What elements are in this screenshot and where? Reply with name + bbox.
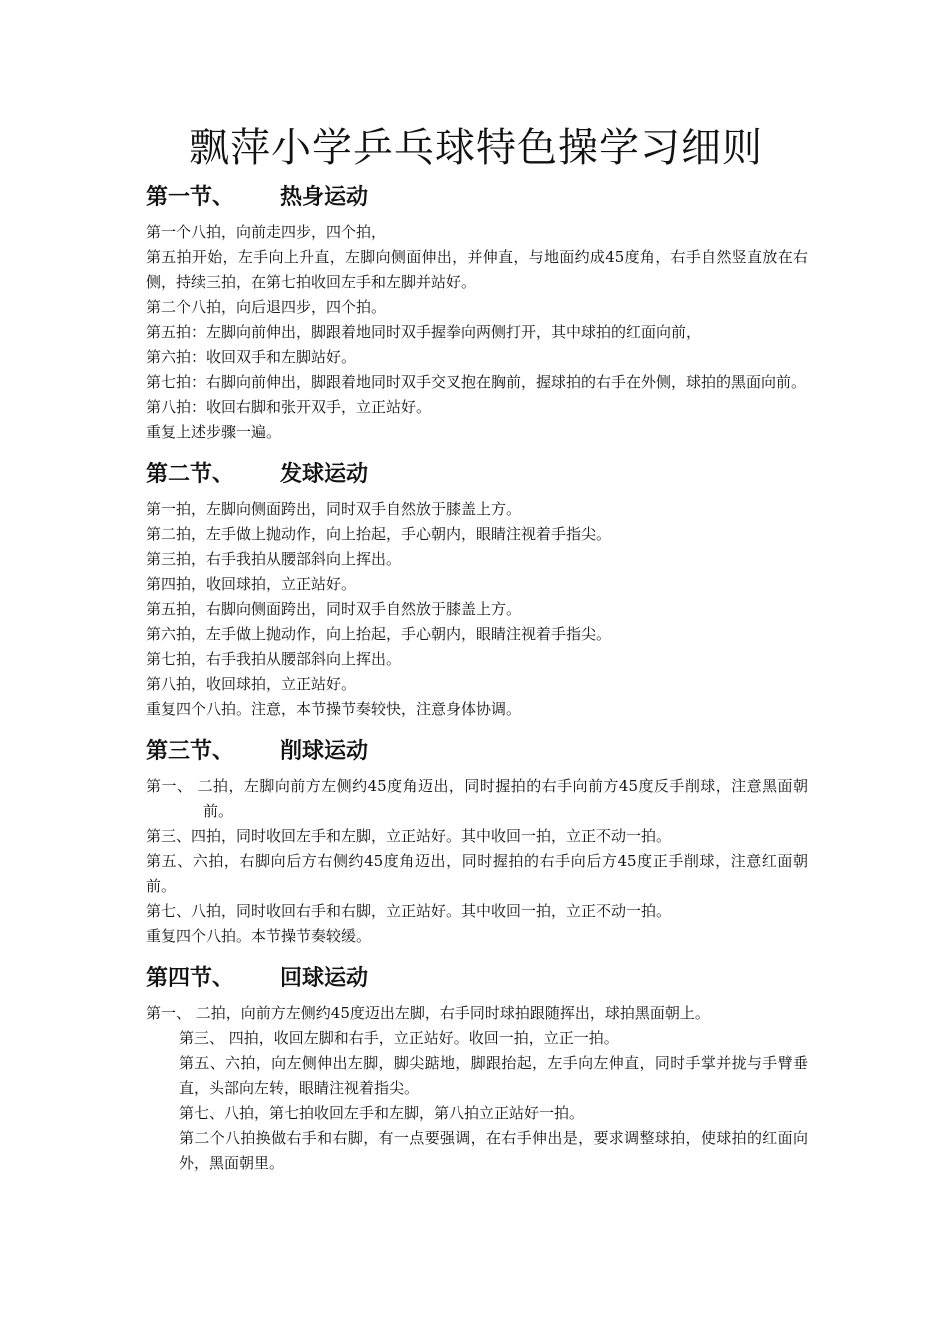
paragraph: 重复上述步骤一遍。 (146, 423, 282, 441)
paragraph: 重复四个八拍。本节操节奏较缓。 (146, 927, 372, 945)
paragraph: 第七、八拍，第七拍收回左手和左脚，第八拍立正站好一拍。 (179, 1104, 585, 1122)
paragraph: 第八拍，收回球拍，立正站好。 (146, 675, 357, 693)
paragraph: 重复四个八拍。注意，本节操节奏较快，注意身体协调。 (146, 700, 522, 718)
section-number: 第三节、 (146, 739, 235, 764)
paragraph: 第六拍：收回双手和左脚站好。 (146, 348, 357, 366)
section-body-4 (146, 1001, 808, 1176)
section-heading-1 (146, 182, 808, 214)
section-number: 第一节、 (146, 185, 235, 210)
section-number: 第二节、 (146, 462, 235, 487)
section-heading-3 (146, 736, 808, 768)
paragraph: 第四拍，收回球拍，立正站好。 (146, 575, 357, 593)
paragraph: 第五、六拍，向左侧伸出左脚，脚尖踮地，脚跟抬起，左手向左伸直，同时手掌并拢与手臂垂直，头部向左转，眼睛注视着指尖。 (179, 1054, 808, 1097)
paragraph: 第二拍，左手做上抛动作，向上抬起，手心朝内，眼睛注视着手指尖。 (146, 525, 612, 543)
section-body-2 (146, 497, 808, 722)
paragraph: 第六拍，左手做上抛动作，向上抬起，手心朝内，眼睛注视着手指尖。 (146, 625, 612, 643)
paragraph: 第三、四拍，同时收回左手和左脚，立正站好。其中收回一拍，立正不动一拍。 (146, 827, 672, 845)
paragraph: 第五、六拍，右脚向后方右侧约45度角迈出，同时握拍的右手向后方45度正手削球，注意红面朝前。 (146, 852, 808, 895)
paragraph: 第二个八拍，向后退四步，四个拍。 (146, 298, 387, 316)
section-heading-4 (146, 963, 808, 995)
paragraph: 第一拍，左脚向侧面跨出，同时双手自然放于膝盖上方。 (146, 500, 522, 518)
document-title: 飘萍小学乒乓球特色操学习细则 (189, 125, 763, 171)
paragraph: 第三拍，右手我拍从腰部斜向上挥出。 (146, 550, 402, 568)
paragraph: 第七拍：右脚向前伸出，脚跟着地同时双手交叉抱在胸前，握球拍的右手在外侧，球拍的黑面向前。 (146, 373, 807, 391)
paragraph: 第一、 二拍，左脚向前方左侧约45度角迈出，同时握拍的右手向前方45度反手削球，注意黑面朝前。 (146, 777, 808, 820)
document-page (146, 118, 808, 1190)
paragraph: 第七拍，右手我拍从腰部斜向上挥出。 (146, 650, 402, 668)
paragraph: 第七、八拍，同时收回右手和右脚，立正站好。其中收回一拍，立正不动一拍。 (146, 902, 672, 920)
section-name: 回球运动 (280, 966, 369, 991)
section-number: 第四节、 (146, 966, 235, 991)
section-name: 热身运动 (280, 185, 369, 210)
section-body-1 (146, 220, 808, 445)
section-name: 发球运动 (280, 462, 369, 487)
paragraph: 第三、 四拍，收回左脚和右手，立正站好。收回一拍，立正一拍。 (179, 1029, 619, 1047)
paragraph: 第八拍：收回右脚和张开双手，立正站好。 (146, 398, 432, 416)
section-name: 削球运动 (280, 739, 369, 764)
paragraph: 第五拍开始，左手向上升直，左脚向侧面伸出，并伸直，与地面约成45度角，右手自然竖直放在右侧，持续三拍，在第七拍收回左手和左脚并站好。 (146, 248, 808, 291)
paragraph: 第一、 二拍，向前方左侧约45度迈出左脚，右手同时球拍跟随挥出，球拍黑面朝上。 (146, 1004, 710, 1022)
section-body-3 (146, 774, 808, 949)
paragraph: 第二个八拍换做右手和右脚，有一点要强调，在右手伸出是，要求调整球拍，使球拍的红面向外，黑面朝里。 (179, 1129, 808, 1172)
paragraph: 第五拍，右脚向侧面跨出，同时双手自然放于膝盖上方。 (146, 600, 522, 618)
paragraph: 第五拍：左脚向前伸出，脚跟着地同时双手握拳向两侧打开，其中球拍的红面向前， (146, 323, 702, 341)
section-heading-2 (146, 459, 808, 491)
paragraph: 第一个八拍，向前走四步，四个拍， (146, 223, 387, 241)
